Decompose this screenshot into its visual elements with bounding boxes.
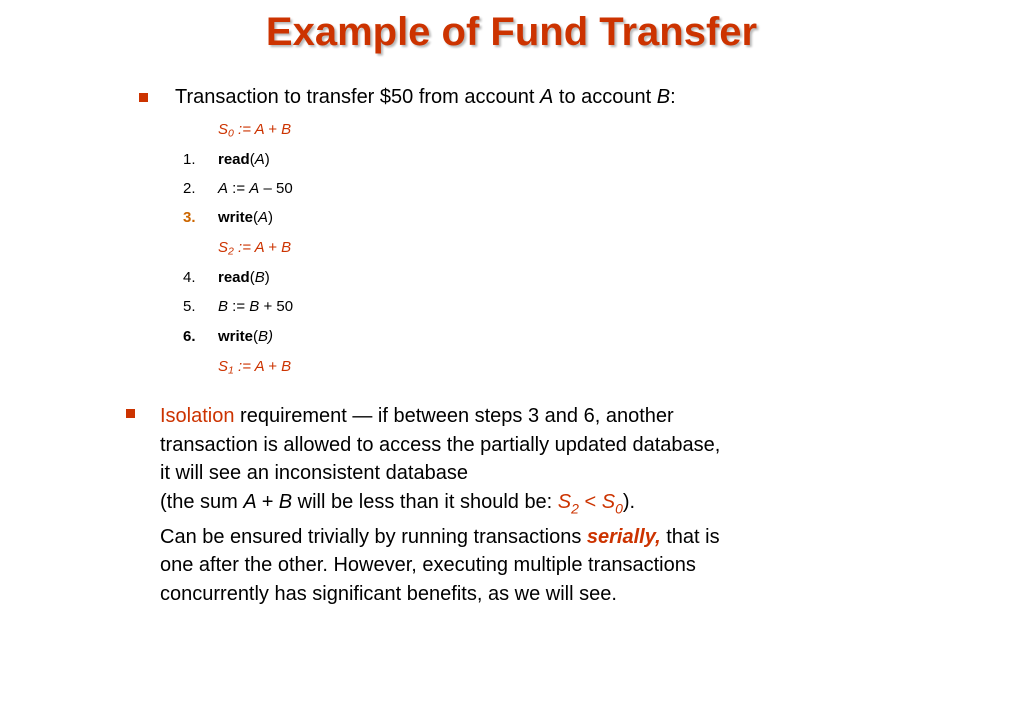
bullet-1-text-part: :	[670, 86, 676, 108]
step-6-op: write	[218, 328, 254, 345]
step-5-number: 5.	[183, 298, 196, 315]
bullet-1-text	[175, 86, 676, 109]
step-1-op: read	[218, 151, 250, 168]
step-s0-line	[218, 121, 291, 139]
bullet-2-line-1	[160, 402, 860, 431]
serially-term: serially,	[586, 525, 661, 548]
step-5-rhs: B	[249, 298, 260, 315]
bullet-2-text-part: Can be ensured trivially by running transactions	[160, 525, 587, 548]
step-2-rhs: A	[249, 180, 260, 197]
step-3-number: 3.	[183, 209, 196, 226]
step-3-arg: A	[258, 209, 269, 226]
step-2-line	[218, 180, 293, 197]
s1-symbol: S	[218, 358, 229, 375]
account-b-var: B	[656, 86, 671, 108]
s0-symbol-inline: S	[601, 490, 616, 513]
step-2-lhs: A	[218, 180, 229, 197]
s2-subscript: 2	[228, 245, 234, 258]
s2-symbol: S	[218, 239, 229, 256]
sum-expression: A + B	[243, 490, 293, 513]
bullet-2-line-3: it will see an inconsistent database	[160, 462, 468, 484]
s2-symbol-inline: S	[557, 490, 572, 513]
step-5-line	[218, 298, 293, 315]
account-a-var: A	[540, 86, 554, 108]
s0-subscript-inline: 0	[615, 500, 623, 517]
isolation-term: Isolation	[160, 405, 235, 427]
bullet-2-paragraph	[160, 402, 860, 608]
bullet-2-text-part: ).	[622, 490, 636, 513]
step-3-line	[218, 209, 273, 226]
step-5-assign: :=	[228, 298, 250, 315]
bullet-2-line-7: concurrently has significant benefits, as we will see.	[160, 582, 617, 605]
bullet-1-text-part: to account	[553, 86, 657, 108]
step-2-number: 2.	[183, 180, 196, 197]
s2-expression: := A + B	[233, 239, 292, 256]
step-s1-line	[218, 358, 291, 376]
step-3-close: )	[268, 209, 274, 226]
step-4-op: read	[218, 269, 250, 286]
bullet-marker-1	[139, 93, 148, 102]
step-4-line	[218, 269, 270, 286]
bullet-1-text-part: Transaction to transfer $50 from account	[175, 86, 540, 108]
s0-expression: := A + B	[233, 121, 292, 138]
bullet-2-text-part: requirement — if between steps 3 and 6, another	[234, 405, 674, 427]
step-1-number: 1.	[183, 151, 196, 168]
s0-symbol: S	[218, 121, 229, 138]
step-2-assign: :=	[228, 180, 250, 197]
step-4-arg: B	[254, 269, 265, 286]
bullet-marker-2	[126, 409, 135, 418]
step-6-number: 6.	[183, 328, 196, 345]
step-4-open: (	[249, 269, 255, 286]
bullet-2-line-5	[160, 523, 860, 552]
step-6-arg: B)	[258, 328, 274, 345]
step-1-line	[218, 151, 270, 168]
bullet-2-text-part: that is	[660, 525, 720, 548]
step-5-tail: + 50	[259, 298, 294, 315]
slide-title: Example of Fund Transfer	[265, 10, 758, 54]
bullet-2-text-part: (the sum	[160, 490, 244, 513]
step-5-lhs: B	[218, 298, 229, 315]
step-4-number: 4.	[183, 269, 196, 286]
bullet-2-line-6: one after the other. However, executing multiple transactions	[160, 554, 696, 577]
s1-expression: := A + B	[233, 358, 292, 375]
step-1-close: )	[264, 151, 270, 168]
step-2-tail: – 50	[259, 180, 293, 197]
step-1-open: (	[249, 151, 255, 168]
s0-subscript: 0	[228, 127, 234, 140]
step-6-line	[218, 328, 273, 345]
step-3-open: (	[253, 209, 259, 226]
bullet-2-text-part: will be less than it should be:	[292, 490, 558, 513]
bullet-2-line-4	[160, 488, 860, 523]
bullet-2-line-2: transaction is allowed to access the partially updated database,	[160, 433, 721, 456]
s1-subscript: 1	[228, 364, 234, 377]
s2-subscript-inline: 2	[571, 500, 579, 517]
step-6-open: (	[253, 328, 259, 345]
step-1-arg: A	[254, 151, 265, 168]
less-than-sign: <	[578, 490, 602, 513]
step-s2-line	[218, 239, 291, 257]
step-4-close: )	[264, 269, 270, 286]
step-3-op: write	[218, 209, 254, 226]
